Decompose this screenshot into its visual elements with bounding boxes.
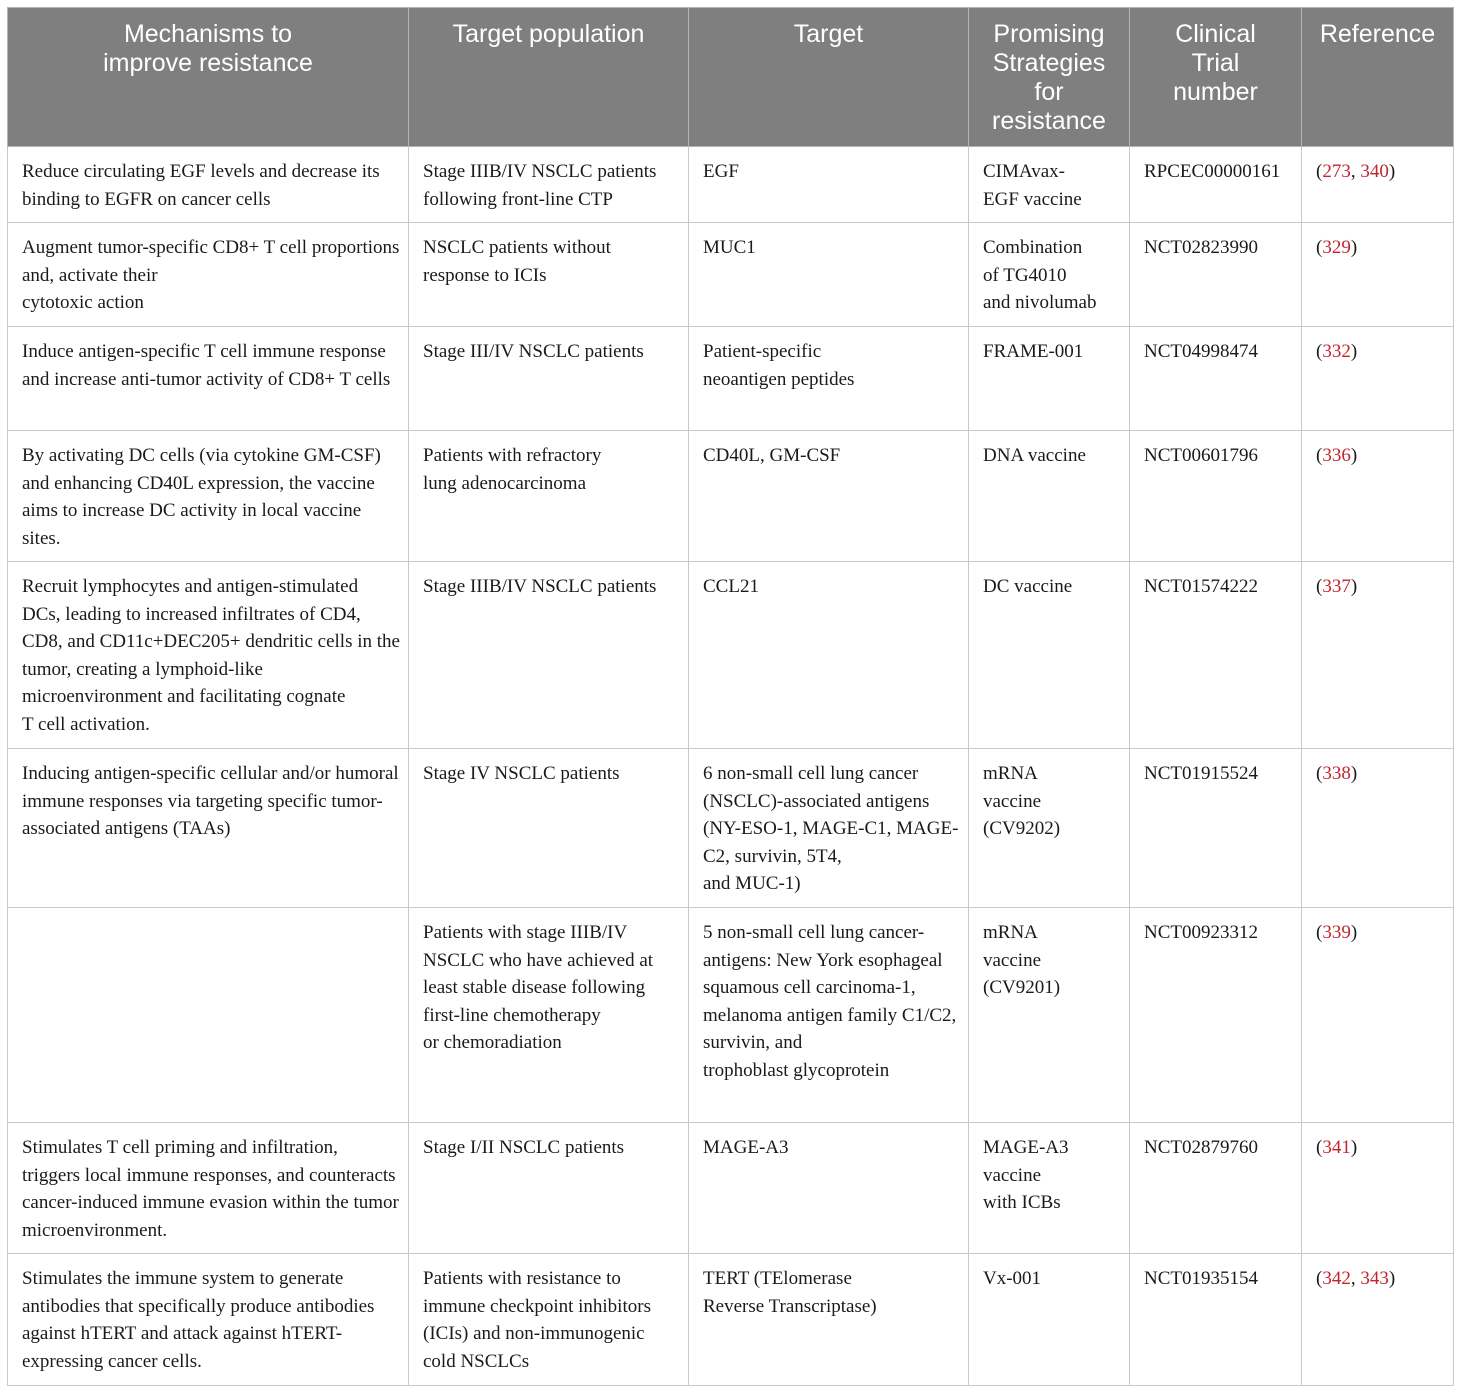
header-row — [8, 8, 1454, 147]
cell-reference: (273, 340) — [1302, 147, 1454, 223]
cell-mechanism: Augment tumor-specific CD8+ T cell proportions and, activate their cytotoxic action — [8, 223, 409, 327]
cell-trial-number: NCT01915524 — [1130, 749, 1302, 908]
table-row — [8, 1254, 1454, 1386]
table-row — [8, 327, 1454, 431]
cell-mechanism: Stimulates the immune system to generate antibodies that specifically produce antibodies against hTERT and attack against hTERT-expressing cancer cells. — [8, 1254, 409, 1386]
cell-strategy: Combination of TG4010 and nivolumab — [969, 223, 1130, 327]
cell-target-population: Stage I/II NSCLC patients — [409, 1123, 689, 1254]
reference-link[interactable]: 338 — [1322, 763, 1351, 784]
table-row — [8, 749, 1454, 908]
cell-mechanism: By activating DC cells (via cytokine GM-CSF) and enhancing CD40L expression, the vaccine aims to increase DC activity in local vaccine sites. — [8, 431, 409, 562]
cell-target: 5 non-small cell lung cancer-antigens: New York esophageal squamous cell carcinoma-1, melanoma antigen family C1/C2, survivin, and trophoblast glycoprotein — [689, 908, 969, 1123]
cell-reference: (336) — [1302, 431, 1454, 562]
cell-trial-number: NCT02879760 — [1130, 1123, 1302, 1254]
header-reference: Reference — [1302, 8, 1454, 147]
header-trial-number: Clinical Trial number — [1130, 8, 1302, 147]
cell-target: CD40L, GM-CSF — [689, 431, 969, 562]
cell-trial-number: RPCEC00000161 — [1130, 147, 1302, 223]
table-row — [8, 147, 1454, 223]
cell-target: EGF — [689, 147, 969, 223]
cell-trial-number: NCT04998474 — [1130, 327, 1302, 431]
reference-link[interactable]: 273 — [1322, 161, 1351, 182]
cell-trial-number: NCT00601796 — [1130, 431, 1302, 562]
cell-mechanism: Recruit lymphocytes and antigen-stimulated DCs, leading to increased infiltrates of CD4, CD8, and CD11c+DEC205+ dendritic cells in the tumor, creating a lymphoid-like microenvironment and facilitating cognate T cell activation. — [8, 562, 409, 749]
cell-trial-number: NCT02823990 — [1130, 223, 1302, 327]
table-row — [8, 431, 1454, 562]
table-row — [8, 1123, 1454, 1254]
header-mechanisms: Mechanisms to improve resistance — [8, 8, 409, 147]
cell-mechanism: Induce antigen-specific T cell immune response and increase anti-tumor activity of CD8+ T cells — [8, 327, 409, 431]
header-strategies: Promising Strategies for resistance — [969, 8, 1130, 147]
table-row — [8, 223, 1454, 327]
cell-reference: (338) — [1302, 749, 1454, 908]
cell-trial-number: NCT01574222 — [1130, 562, 1302, 749]
reference-link[interactable]: 341 — [1322, 1137, 1351, 1158]
cell-target-population: Stage III/IV NSCLC patients — [409, 327, 689, 431]
cell-target: MAGE-A3 — [689, 1123, 969, 1254]
cell-target: MUC1 — [689, 223, 969, 327]
cell-strategy: Vx-001 — [969, 1254, 1130, 1386]
header-target: Target — [689, 8, 969, 147]
resistance-strategies-table — [7, 7, 1454, 1386]
cell-trial-number: NCT00923312 — [1130, 908, 1302, 1123]
cell-target: 6 non-small cell lung cancer (NSCLC)-associated antigens (NY-ESO-1, MAGE-C1, MAGE-C2, survivin, 5T4, and MUC-1) — [689, 749, 969, 908]
cell-target-population: Stage IIIB/IV NSCLC patients following front-line CTP — [409, 147, 689, 223]
cell-reference: (341) — [1302, 1123, 1454, 1254]
cell-reference: (339) — [1302, 908, 1454, 1123]
cell-mechanism: Reduce circulating EGF levels and decrease its binding to EGFR on cancer cells — [8, 147, 409, 223]
cell-strategy: DC vaccine — [969, 562, 1130, 749]
reference-link[interactable]: 342 — [1322, 1268, 1351, 1289]
cell-reference: (332) — [1302, 327, 1454, 431]
cell-target: Patient-specific neoantigen peptides — [689, 327, 969, 431]
table-body — [8, 147, 1454, 1386]
cell-target-population: Stage IV NSCLC patients — [409, 749, 689, 908]
cell-strategy: FRAME-001 — [969, 327, 1130, 431]
cell-strategy: MAGE-A3 vaccine with ICBs — [969, 1123, 1130, 1254]
reference-link[interactable]: 329 — [1322, 237, 1351, 258]
header-target-population: Target population — [409, 8, 689, 147]
reference-link[interactable]: 339 — [1322, 922, 1351, 943]
cell-target-population: Patients with resistance to immune checkpoint inhibitors (ICIs) and non-immunogenic cold NSCLCs — [409, 1254, 689, 1386]
cell-reference: (342, 343) — [1302, 1254, 1454, 1386]
cell-mechanism — [8, 908, 409, 1123]
cell-trial-number: NCT01935154 — [1130, 1254, 1302, 1386]
cell-target-population: Stage IIIB/IV NSCLC patients — [409, 562, 689, 749]
cell-target-population: Patients with stage IIIB/IV NSCLC who have achieved at least stable disease following first-line chemotherapy or chemoradiation — [409, 908, 689, 1123]
cell-mechanism: Stimulates T cell priming and infiltration, triggers local immune responses, and counteracts cancer-induced immune evasion within the tumor microenvironment. — [8, 1123, 409, 1254]
cell-strategy: mRNA vaccine (CV9202) — [969, 749, 1130, 908]
cell-reference: (337) — [1302, 562, 1454, 749]
reference-link[interactable]: 332 — [1322, 341, 1351, 362]
table-row — [8, 908, 1454, 1123]
cell-strategy: mRNA vaccine (CV9201) — [969, 908, 1130, 1123]
reference-link[interactable]: 336 — [1322, 445, 1351, 466]
cell-reference: (329) — [1302, 223, 1454, 327]
reference-link[interactable]: 343 — [1360, 1268, 1389, 1289]
cell-target: CCL21 — [689, 562, 969, 749]
cell-mechanism: Inducing antigen-specific cellular and/or humoral immune responses via targeting specific tumor-associated antigens (TAAs) — [8, 749, 409, 908]
cell-target-population: Patients with refractory lung adenocarcinoma — [409, 431, 689, 562]
cell-target-population: NSCLC patients without response to ICIs — [409, 223, 689, 327]
table-row — [8, 562, 1454, 749]
cell-strategy: CIMAvax- EGF vaccine — [969, 147, 1130, 223]
cell-target: TERT (TElomerase Reverse Transcriptase) — [689, 1254, 969, 1386]
reference-link[interactable]: 337 — [1322, 576, 1351, 597]
reference-link[interactable]: 340 — [1360, 161, 1389, 182]
cell-strategy: DNA vaccine — [969, 431, 1130, 562]
